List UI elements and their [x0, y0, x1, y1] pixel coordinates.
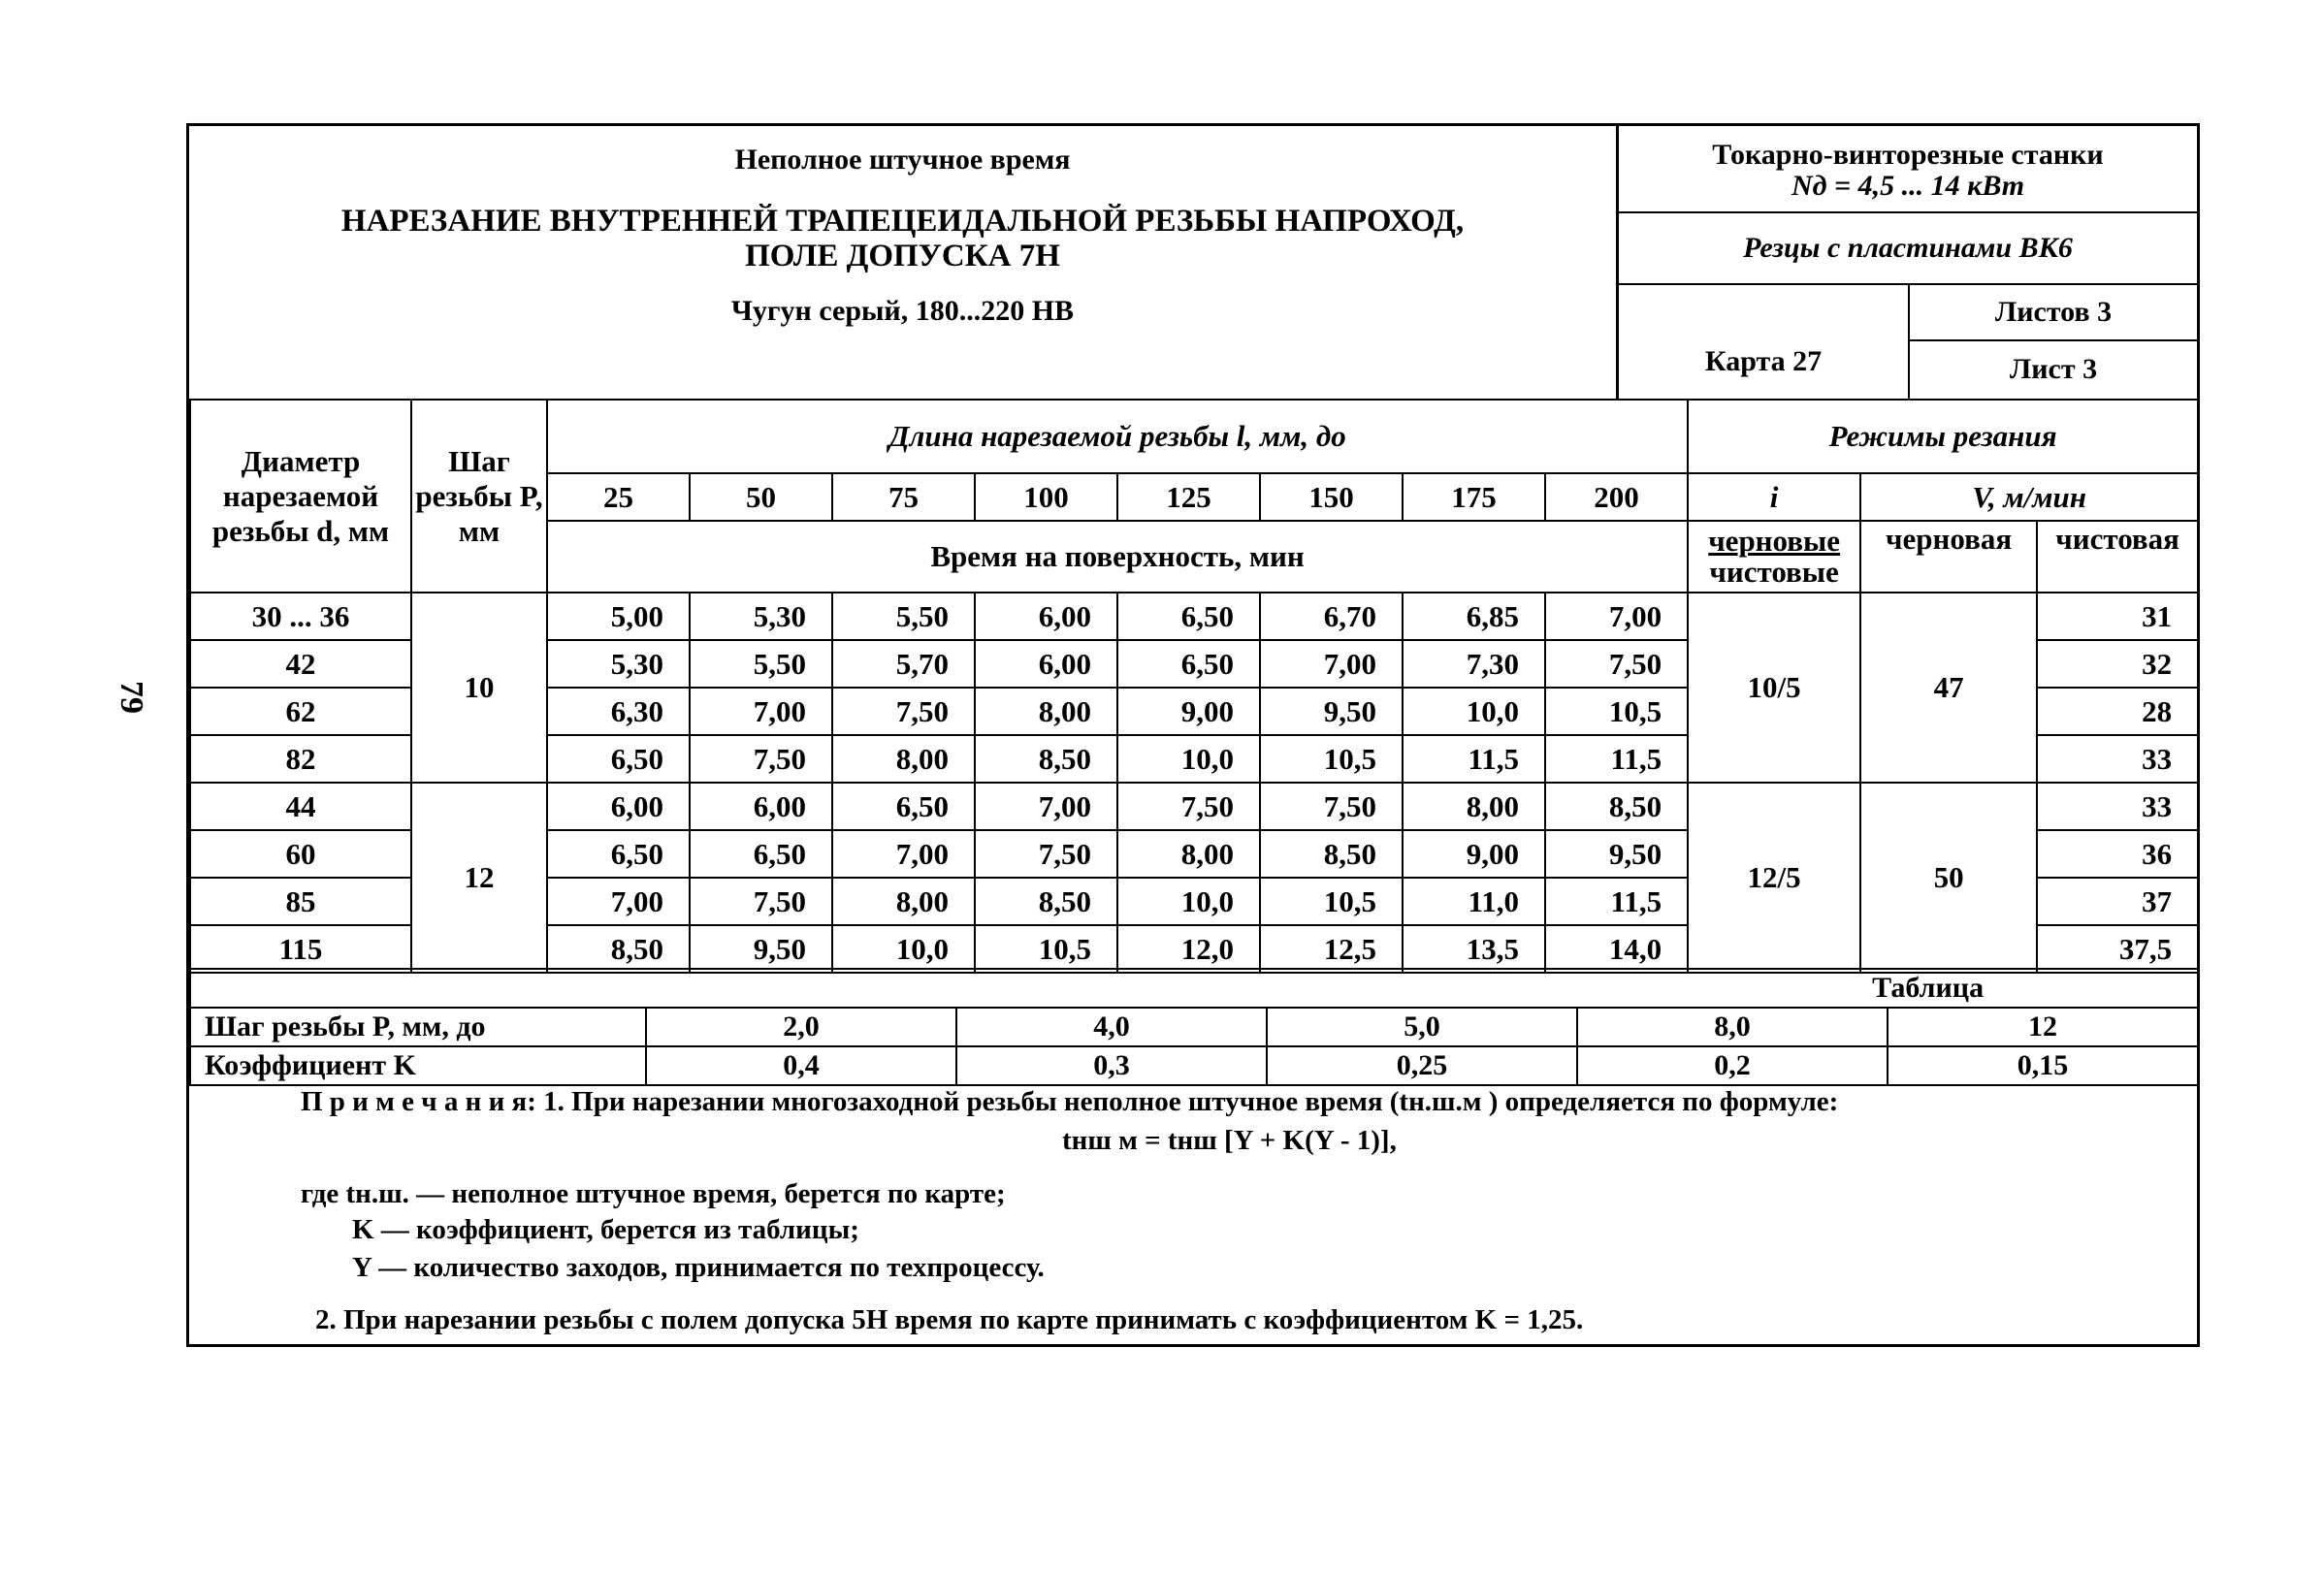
time-cell: 6,50	[1117, 640, 1260, 688]
i-cell: 10/5	[1688, 593, 1860, 783]
time-cell: 6,00	[975, 593, 1117, 640]
time-cell: 10,5	[975, 925, 1117, 973]
time-cell: 5,00	[547, 593, 690, 640]
time-cell: 6,70	[1260, 593, 1403, 640]
time-cell: 9,00	[1117, 688, 1260, 735]
v-rough-cell: 50	[1860, 783, 2037, 973]
time-cell: 13,5	[1403, 925, 1545, 973]
time-cell: 7,50	[1545, 640, 1688, 688]
time-cell: 11,5	[1403, 735, 1545, 783]
time-cell: 5,50	[690, 640, 832, 688]
diameter-cell: 85	[190, 878, 411, 925]
v-finish-cell: 37,5	[2037, 925, 2198, 973]
note-2: 2. При нарезании резьбы с полем допуска 5Н время по карте принимать с коэффициентом K = 1,25.	[315, 1304, 1584, 1335]
v-finish-cell: 32	[2037, 640, 2198, 688]
time-cell: 7,00	[832, 830, 975, 878]
sheet-number: Лист 3	[2009, 353, 2098, 385]
note-where: где tн.ш. — неполное штучное время, берется по карте;	[301, 1178, 1006, 1209]
time-cell: 10,5	[1545, 688, 1688, 735]
v-rough-header: черновая	[1860, 521, 2037, 593]
time-cell: 7,00	[1545, 593, 1688, 640]
i-finish-label: чистовые	[1709, 555, 1839, 589]
time-cell: 12,0	[1117, 925, 1260, 973]
time-cell: 7,50	[690, 735, 832, 783]
time-cell: 10,0	[1403, 688, 1545, 735]
formula: tнш м = tнш [Y + K(Y - 1)],	[1062, 1125, 1397, 1156]
time-label: Время на поверхность, мин	[547, 521, 1688, 593]
v-finish-header: чистовая	[2037, 521, 2198, 593]
time-cell: 6,50	[547, 735, 690, 783]
note-k: K — коэффициент, берется из таблицы;	[352, 1214, 859, 1245]
time-cell: 8,50	[1260, 830, 1403, 878]
i-header: i	[1688, 473, 1860, 521]
time-cell: 8,00	[832, 878, 975, 925]
diameter-cell: 82	[190, 735, 411, 783]
length-header: 50	[690, 473, 832, 521]
k-pitch-cell: 12	[1888, 1008, 2198, 1046]
length-header: 125	[1117, 473, 1260, 521]
length-header: 175	[1403, 473, 1545, 521]
time-cell: 12,5	[1260, 925, 1403, 973]
table-row	[190, 783, 2198, 830]
diameter-cell: 60	[190, 830, 411, 878]
length-header: 200	[1545, 473, 1688, 521]
machine-power: Nд = 4,5 ... 14 кВт	[1791, 170, 2025, 202]
time-cell: 6,30	[547, 688, 690, 735]
time-cell: 10,0	[1117, 878, 1260, 925]
time-cell: 6,00	[690, 783, 832, 830]
time-cell: 11,5	[1545, 878, 1688, 925]
v-finish-cell: 33	[2037, 783, 2198, 830]
time-cell: 6,85	[1403, 593, 1545, 640]
note-y: Y — количество заходов, принимается по техпроцессу.	[352, 1252, 1045, 1283]
i-rough-label: черновые	[1708, 524, 1840, 558]
time-cell: 6,50	[832, 783, 975, 830]
table-row	[190, 593, 2198, 640]
k-table-caption: Таблица	[190, 969, 2198, 1008]
v-finish-cell: 31	[2037, 593, 2198, 640]
k-pitch-cell: 2,0	[646, 1008, 956, 1046]
time-cell: 7,30	[1403, 640, 1545, 688]
k-pitch-cell: 4,0	[956, 1008, 1267, 1046]
time-cell: 8,50	[975, 878, 1117, 925]
title-line1: НАРЕЗАНИЕ ВНУТРЕННЕЙ ТРАПЕЦЕИДАЛЬНОЙ РЕЗЬБЫ НАПРОХОД,	[340, 204, 1465, 239]
time-cell: 7,00	[690, 688, 832, 735]
time-cell: 6,00	[975, 640, 1117, 688]
i-cell: 12/5	[1688, 783, 1860, 973]
time-cell: 5,30	[547, 640, 690, 688]
time-cell: 9,50	[1260, 688, 1403, 735]
sheets-total: Листов 3	[1910, 285, 2197, 341]
diameter-cell: 42	[190, 640, 411, 688]
k-coef-cell: 0,4	[646, 1046, 956, 1085]
time-cell: 8,00	[1117, 830, 1260, 878]
diameter-cell: 44	[190, 783, 411, 830]
machine-cell	[1619, 126, 2197, 213]
k-pitch-label: Шаг резьбы P, мм, до	[190, 1008, 646, 1046]
time-cell: 7,00	[975, 783, 1117, 830]
time-cell: 5,30	[690, 593, 832, 640]
time-cell: 8,50	[975, 735, 1117, 783]
diameter-cell: 115	[190, 925, 411, 973]
note-1: П р и м е ч а н и я: 1. При нарезании многозаходной резьбы неполное штучное время (tн.ш.м ) определяется по формуле:	[301, 1086, 1839, 1117]
time-cell: 8,00	[975, 688, 1117, 735]
time-cell: 7,50	[690, 878, 832, 925]
v-rough-cell: 47	[1860, 593, 2037, 783]
length-header: 75	[832, 473, 975, 521]
v-finish-cell: 37	[2037, 878, 2198, 925]
col-length-header: Длина нарезаемой резьбы l, мм, до	[547, 400, 1688, 473]
time-cell: 9,50	[690, 925, 832, 973]
time-cell: 6,50	[547, 830, 690, 878]
time-cell: 7,50	[1260, 783, 1403, 830]
k-coef-cell: 0,3	[956, 1046, 1267, 1085]
v-finish-cell: 36	[2037, 830, 2198, 878]
k-pitch-cell: 8,0	[1577, 1008, 1888, 1046]
time-cell: 7,00	[1260, 640, 1403, 688]
machine-line1: Токарно-винторезные станки	[1712, 139, 2104, 171]
time-cell: 6,50	[690, 830, 832, 878]
subtitle: Неполное штучное время	[734, 144, 1071, 176]
length-header: 100	[975, 473, 1117, 521]
pitch-cell: 10	[411, 593, 547, 783]
time-cell: 10,5	[1260, 878, 1403, 925]
pitch-cell: 12	[411, 783, 547, 973]
time-cell: 7,50	[975, 830, 1117, 878]
time-cell: 7,50	[1117, 783, 1260, 830]
v-header: V, м/мин	[1860, 473, 2198, 521]
col-diameter-header: Диаметр нарезаемой резьбы d, мм	[190, 400, 411, 593]
k-coef-label: Коэффициент K	[190, 1046, 646, 1085]
length-header: 25	[547, 473, 690, 521]
diameter-cell: 62	[190, 688, 411, 735]
time-cell: 10,0	[832, 925, 975, 973]
diameter-cell: 30 ... 36	[190, 593, 411, 640]
time-cell: 8,00	[832, 735, 975, 783]
tools-cell: Резцы с пластинами ВК6	[1619, 213, 2197, 285]
k-pitch-cell: 5,0	[1267, 1008, 1577, 1046]
card-frame	[186, 123, 2200, 1347]
k-coef-cell: 0,2	[1577, 1046, 1888, 1085]
time-cell: 9,00	[1403, 830, 1545, 878]
time-cell: 5,50	[832, 593, 975, 640]
time-cell: 7,50	[832, 688, 975, 735]
header-info-block	[1619, 126, 2197, 399]
card-number: Карта 27	[1619, 285, 1910, 399]
col-pitch-header: Шаг резьбы P, мм	[411, 400, 547, 593]
time-cell: 10,5	[1260, 735, 1403, 783]
header-title-block	[189, 126, 1619, 399]
time-cell: 6,50	[1117, 593, 1260, 640]
time-cell: 11,5	[1545, 735, 1688, 783]
k-table	[189, 968, 2199, 1086]
time-cell: 8,50	[1545, 783, 1688, 830]
time-cell: 9,50	[1545, 830, 1688, 878]
time-cell: 7,00	[547, 878, 690, 925]
modes-header: Режимы резания	[1688, 400, 2198, 473]
title-line2: ПОЛЕ ДОПУСКА 7Н	[745, 239, 1060, 273]
i-passes	[1688, 521, 1860, 593]
time-cell: 10,0	[1117, 735, 1260, 783]
v-finish-cell: 33	[2037, 735, 2198, 783]
time-cell: 5,70	[832, 640, 975, 688]
time-cell: 6,00	[547, 783, 690, 830]
v-finish-cell: 28	[2037, 688, 2198, 735]
k-coef-cell: 0,15	[1888, 1046, 2198, 1085]
time-cell: 14,0	[1545, 925, 1688, 973]
length-header: 150	[1260, 473, 1403, 521]
time-cell: 8,00	[1403, 783, 1545, 830]
page-number: 79	[113, 681, 149, 714]
time-cell: 11,0	[1403, 878, 1545, 925]
time-cell: 8,50	[547, 925, 690, 973]
k-coef-cell: 0,25	[1267, 1046, 1577, 1085]
material: Чугун серый, 180...220 НВ	[730, 295, 1075, 327]
time-table	[189, 399, 2199, 974]
